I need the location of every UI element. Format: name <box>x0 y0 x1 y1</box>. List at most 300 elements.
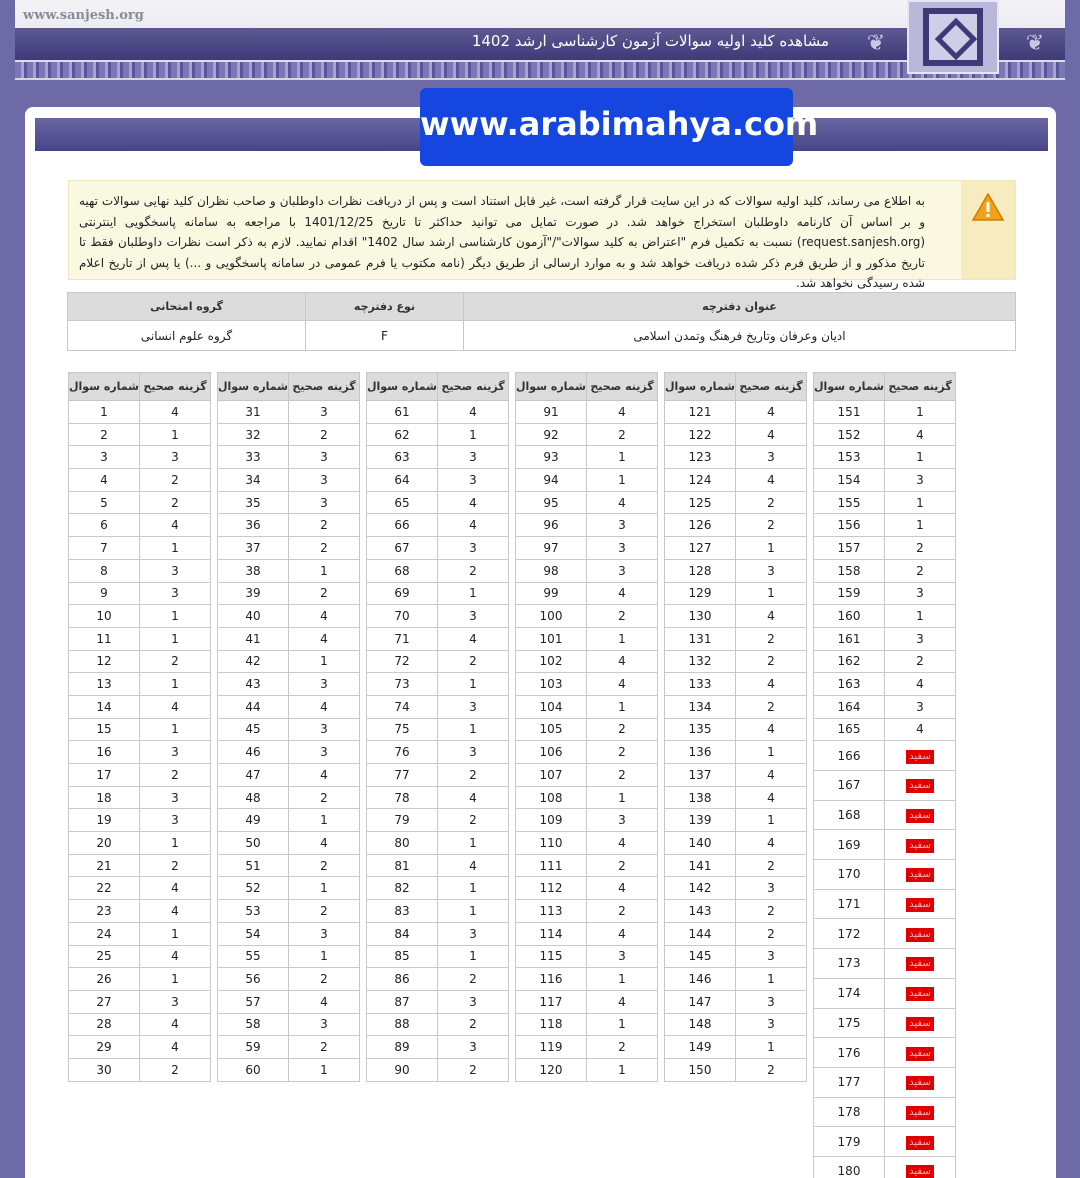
correct-answer: 3 <box>885 627 956 650</box>
question-number: 20 <box>69 832 140 855</box>
answer-row <box>516 900 658 923</box>
empty-answer-badge: سفید <box>906 1076 934 1090</box>
question-column-header: شماره سوال <box>218 373 289 401</box>
question-number: 10 <box>69 605 140 628</box>
answer-row <box>814 446 956 469</box>
correct-answer: 4 <box>289 605 360 628</box>
answer-row <box>218 491 360 514</box>
question-number: 103 <box>516 673 587 696</box>
question-number: 174 <box>814 978 885 1008</box>
correct-answer: 3 <box>438 446 509 469</box>
question-number: 104 <box>516 695 587 718</box>
correct-answer: 3 <box>289 718 360 741</box>
answer-row <box>218 605 360 628</box>
question-number: 160 <box>814 605 885 628</box>
answer-row <box>516 695 658 718</box>
answer-row <box>367 469 509 492</box>
correct-answer: 1 <box>885 491 956 514</box>
correct-answer: 1 <box>885 514 956 537</box>
answer-row <box>69 514 211 537</box>
answer-row <box>218 1058 360 1081</box>
answer-row <box>665 832 807 855</box>
question-number: 56 <box>218 968 289 991</box>
correct-answer: 3 <box>438 741 509 764</box>
correct-answer: 3 <box>438 990 509 1013</box>
answer-row <box>665 968 807 991</box>
question-number: 13 <box>69 673 140 696</box>
correct-answer <box>885 978 956 1008</box>
correct-answer: 2 <box>289 968 360 991</box>
question-number: 15 <box>69 718 140 741</box>
correct-answer: 2 <box>736 514 807 537</box>
answer-row <box>218 877 360 900</box>
answer-row <box>814 605 956 628</box>
correct-answer: 3 <box>289 446 360 469</box>
correct-answer: 1 <box>587 1058 658 1081</box>
correct-answer: 2 <box>736 491 807 514</box>
answer-row <box>69 582 211 605</box>
notice-icon-cell <box>961 181 1015 279</box>
correct-answer: 4 <box>289 990 360 1013</box>
question-number: 178 <box>814 1097 885 1127</box>
empty-answer-badge: سفید <box>906 1017 934 1031</box>
correct-answer: 2 <box>140 469 211 492</box>
question-number: 64 <box>367 469 438 492</box>
question-number: 142 <box>665 877 736 900</box>
question-column-header: شماره سوال <box>516 373 587 401</box>
answer-row <box>814 673 956 696</box>
answer-row <box>69 559 211 582</box>
question-number: 55 <box>218 945 289 968</box>
correct-answer: 1 <box>289 1058 360 1081</box>
question-number: 27 <box>69 990 140 1013</box>
answer-row <box>814 469 956 492</box>
answer-row <box>69 764 211 787</box>
answer-row <box>69 537 211 560</box>
correct-answer <box>885 800 956 830</box>
answer-row <box>367 1013 509 1036</box>
correct-answer: 2 <box>289 423 360 446</box>
question-number: 69 <box>367 582 438 605</box>
answer-row <box>814 1067 956 1097</box>
answer-row <box>218 968 360 991</box>
correct-answer: 3 <box>438 1036 509 1059</box>
empty-answer-badge: سفید <box>906 809 934 823</box>
correct-answer: 4 <box>438 627 509 650</box>
question-number: 84 <box>367 922 438 945</box>
correct-answer <box>885 860 956 890</box>
answer-row <box>367 922 509 945</box>
answer-row <box>218 582 360 605</box>
answer-column-header: گزینه صحیح <box>885 373 956 401</box>
answer-row <box>218 559 360 582</box>
correct-answer: 1 <box>587 469 658 492</box>
correct-answer: 3 <box>140 741 211 764</box>
answer-row <box>218 1036 360 1059</box>
correct-answer: 1 <box>438 877 509 900</box>
correct-answer: 3 <box>140 990 211 1013</box>
correct-answer: 1 <box>587 1013 658 1036</box>
question-number: 159 <box>814 582 885 605</box>
answer-row <box>516 446 658 469</box>
question-number: 87 <box>367 990 438 1013</box>
question-number: 49 <box>218 809 289 832</box>
answer-column-header: گزینه صحیح <box>438 373 509 401</box>
correct-answer: 1 <box>289 809 360 832</box>
empty-answer-badge: سفید <box>906 928 934 942</box>
question-number: 123 <box>665 446 736 469</box>
correct-answer: 4 <box>587 990 658 1013</box>
empty-answer-badge: سفید <box>906 839 934 853</box>
correct-answer: 2 <box>587 605 658 628</box>
question-number: 38 <box>218 559 289 582</box>
correct-answer: 1 <box>140 832 211 855</box>
correct-answer: 3 <box>885 469 956 492</box>
question-column-header: شماره سوال <box>665 373 736 401</box>
answer-row <box>218 786 360 809</box>
correct-answer: 1 <box>140 968 211 991</box>
answer-row <box>69 491 211 514</box>
question-number: 24 <box>69 922 140 945</box>
answer-row <box>665 809 807 832</box>
correct-answer: 3 <box>587 559 658 582</box>
question-number: 66 <box>367 514 438 537</box>
question-number: 145 <box>665 945 736 968</box>
correct-answer: 2 <box>289 786 360 809</box>
answer-row <box>516 945 658 968</box>
answer-row <box>218 990 360 1013</box>
answer-row <box>367 1058 509 1081</box>
question-number: 74 <box>367 695 438 718</box>
empty-answer-badge: سفید <box>906 987 934 1001</box>
answer-row <box>665 673 807 696</box>
correct-answer: 3 <box>289 401 360 424</box>
question-number: 4 <box>69 469 140 492</box>
answer-row <box>367 809 509 832</box>
question-number: 139 <box>665 809 736 832</box>
question-number: 71 <box>367 627 438 650</box>
question-number: 70 <box>367 605 438 628</box>
answer-row <box>516 809 658 832</box>
answer-row <box>69 695 211 718</box>
question-number: 144 <box>665 922 736 945</box>
question-number: 93 <box>516 446 587 469</box>
question-number: 166 <box>814 741 885 771</box>
correct-answer: 4 <box>587 832 658 855</box>
answer-row <box>665 1013 807 1036</box>
question-number: 137 <box>665 764 736 787</box>
question-number: 45 <box>218 718 289 741</box>
correct-answer: 2 <box>289 1036 360 1059</box>
answer-row <box>814 401 956 424</box>
question-number: 53 <box>218 900 289 923</box>
answer-row <box>516 582 658 605</box>
answer-row <box>516 1013 658 1036</box>
correct-answer <box>885 1067 956 1097</box>
correct-answer: 1 <box>438 582 509 605</box>
answer-row <box>367 718 509 741</box>
question-number: 23 <box>69 900 140 923</box>
question-number: 58 <box>218 1013 289 1036</box>
correct-answer: 2 <box>587 423 658 446</box>
answer-row <box>367 605 509 628</box>
answer-row <box>665 764 807 787</box>
answer-row <box>69 922 211 945</box>
question-number: 40 <box>218 605 289 628</box>
answer-row <box>814 771 956 801</box>
answer-row <box>516 877 658 900</box>
question-number: 94 <box>516 469 587 492</box>
question-number: 78 <box>367 786 438 809</box>
correct-answer: 3 <box>587 945 658 968</box>
answer-row <box>69 605 211 628</box>
correct-answer: 1 <box>140 423 211 446</box>
answer-row <box>218 718 360 741</box>
question-number: 150 <box>665 1058 736 1081</box>
answer-row <box>665 423 807 446</box>
question-number: 171 <box>814 889 885 919</box>
answer-row <box>516 605 658 628</box>
answer-row <box>516 718 658 741</box>
question-number: 172 <box>814 919 885 949</box>
question-number: 85 <box>367 945 438 968</box>
answer-row <box>367 627 509 650</box>
answer-column-header: گزینه صحیح <box>587 373 658 401</box>
question-number: 19 <box>69 809 140 832</box>
answer-row <box>814 889 956 919</box>
ornament-right-icon: ❦ <box>1025 31 1045 56</box>
answer-row <box>218 446 360 469</box>
answer-row <box>218 1013 360 1036</box>
logo-mark-icon <box>923 8 983 66</box>
question-number: 79 <box>367 809 438 832</box>
answer-row <box>69 446 211 469</box>
question-number: 26 <box>69 968 140 991</box>
page-title: مشاهده کلید اولیه سوالات آزمون کارشناسی ارشد 1402 <box>471 32 829 50</box>
correct-answer: 2 <box>140 764 211 787</box>
answer-row <box>814 1127 956 1157</box>
notice-box <box>68 180 1016 290</box>
answer-row <box>69 741 211 764</box>
answer-row <box>665 559 807 582</box>
answer-row <box>367 423 509 446</box>
correct-answer: 2 <box>438 1058 509 1081</box>
answer-row <box>69 469 211 492</box>
question-number: 180 <box>814 1156 885 1178</box>
question-number: 65 <box>367 491 438 514</box>
correct-answer: 4 <box>438 786 509 809</box>
empty-answer-badge: سفید <box>906 868 934 882</box>
answer-row <box>367 968 509 991</box>
correct-answer: 2 <box>438 650 509 673</box>
question-number: 88 <box>367 1013 438 1036</box>
question-number: 14 <box>69 695 140 718</box>
answer-row <box>367 854 509 877</box>
question-number: 35 <box>218 491 289 514</box>
question-number: 125 <box>665 491 736 514</box>
answer-table <box>68 372 211 1082</box>
question-number: 57 <box>218 990 289 1013</box>
question-number: 162 <box>814 650 885 673</box>
correct-answer: 3 <box>438 605 509 628</box>
question-number: 115 <box>516 945 587 968</box>
answer-table <box>217 372 360 1082</box>
correct-answer: 3 <box>736 1013 807 1036</box>
correct-answer: 3 <box>736 446 807 469</box>
correct-answer: 2 <box>140 491 211 514</box>
answer-row <box>665 854 807 877</box>
question-number: 154 <box>814 469 885 492</box>
answer-row <box>367 582 509 605</box>
answer-row <box>814 1097 956 1127</box>
correct-answer: 1 <box>736 537 807 560</box>
question-number: 50 <box>218 832 289 855</box>
correct-answer: 4 <box>438 514 509 537</box>
correct-answer: 1 <box>140 718 211 741</box>
correct-answer <box>885 1097 956 1127</box>
question-number: 61 <box>367 401 438 424</box>
question-number: 5 <box>69 491 140 514</box>
answer-row <box>814 741 956 771</box>
correct-answer: 1 <box>289 559 360 582</box>
answer-row <box>665 650 807 673</box>
question-number: 165 <box>814 718 885 741</box>
question-number: 152 <box>814 423 885 446</box>
answer-row <box>69 786 211 809</box>
answer-row <box>516 968 658 991</box>
correct-answer: 4 <box>140 877 211 900</box>
empty-answer-badge: سفید <box>906 1106 934 1120</box>
correct-answer <box>885 1008 956 1038</box>
question-number: 81 <box>367 854 438 877</box>
question-number: 46 <box>218 741 289 764</box>
correct-answer: 4 <box>885 673 956 696</box>
booklet-type-value: F <box>306 321 464 351</box>
question-number: 126 <box>665 514 736 537</box>
correct-answer: 1 <box>438 945 509 968</box>
answer-table <box>664 372 807 1082</box>
question-number: 25 <box>69 945 140 968</box>
booklet-info-table <box>67 292 1016 351</box>
question-number: 99 <box>516 582 587 605</box>
answer-row <box>218 741 360 764</box>
correct-answer: 2 <box>736 900 807 923</box>
answer-row <box>69 854 211 877</box>
question-number: 127 <box>665 537 736 560</box>
question-number: 155 <box>814 491 885 514</box>
question-number: 112 <box>516 877 587 900</box>
answer-row <box>814 1008 956 1038</box>
correct-answer: 1 <box>438 718 509 741</box>
question-number: 148 <box>665 1013 736 1036</box>
answer-row <box>367 832 509 855</box>
correct-answer: 4 <box>587 582 658 605</box>
booklet-title-value: ادیان وعرفان وتاریخ فرهنگ وتمدن اسلامی <box>464 321 1016 351</box>
correct-answer: 3 <box>438 922 509 945</box>
answer-row <box>665 627 807 650</box>
answer-row <box>367 900 509 923</box>
answer-row <box>516 491 658 514</box>
correct-answer: 2 <box>587 741 658 764</box>
question-number: 6 <box>69 514 140 537</box>
answer-row <box>814 800 956 830</box>
correct-answer: 1 <box>289 877 360 900</box>
question-number: 86 <box>367 968 438 991</box>
question-number: 176 <box>814 1038 885 1068</box>
correct-answer: 2 <box>736 1058 807 1081</box>
question-number: 136 <box>665 741 736 764</box>
question-number: 138 <box>665 786 736 809</box>
question-number: 107 <box>516 764 587 787</box>
correct-answer <box>885 919 956 949</box>
answer-row <box>218 900 360 923</box>
correct-answer: 2 <box>438 968 509 991</box>
question-number: 167 <box>814 771 885 801</box>
question-number: 147 <box>665 990 736 1013</box>
question-number: 2 <box>69 423 140 446</box>
question-number: 163 <box>814 673 885 696</box>
question-number: 59 <box>218 1036 289 1059</box>
correct-answer: 3 <box>289 491 360 514</box>
question-number: 31 <box>218 401 289 424</box>
question-number: 121 <box>665 401 736 424</box>
correct-answer: 3 <box>736 559 807 582</box>
question-column-header: شماره سوال <box>367 373 438 401</box>
correct-answer: 3 <box>289 673 360 696</box>
question-number: 83 <box>367 900 438 923</box>
correct-answer: 4 <box>289 627 360 650</box>
question-number: 11 <box>69 627 140 650</box>
question-number: 132 <box>665 650 736 673</box>
correct-answer: 4 <box>587 673 658 696</box>
question-number: 122 <box>665 423 736 446</box>
correct-answer: 1 <box>438 423 509 446</box>
correct-answer: 4 <box>736 764 807 787</box>
correct-answer: 2 <box>438 1013 509 1036</box>
correct-answer: 3 <box>289 922 360 945</box>
answer-row <box>218 537 360 560</box>
answer-row <box>69 673 211 696</box>
question-number: 29 <box>69 1036 140 1059</box>
question-number: 116 <box>516 968 587 991</box>
answer-row <box>69 627 211 650</box>
answer-row <box>69 1036 211 1059</box>
answer-row <box>814 718 956 741</box>
question-number: 118 <box>516 1013 587 1036</box>
answer-row <box>218 673 360 696</box>
empty-answer-badge: سفید <box>906 1136 934 1150</box>
answer-row <box>516 401 658 424</box>
answer-row <box>218 695 360 718</box>
answer-row <box>516 854 658 877</box>
answer-row <box>69 900 211 923</box>
correct-answer: 2 <box>885 559 956 582</box>
correct-answer: 2 <box>438 764 509 787</box>
question-number: 21 <box>69 854 140 877</box>
correct-answer: 1 <box>736 968 807 991</box>
question-number: 33 <box>218 446 289 469</box>
correct-answer: 4 <box>736 469 807 492</box>
answer-row <box>814 537 956 560</box>
sanjesh-logo[interactable] <box>907 0 999 74</box>
site-url[interactable]: www.sanjesh.org <box>23 8 144 23</box>
answer-row <box>814 559 956 582</box>
answer-row <box>516 764 658 787</box>
correct-answer: 2 <box>289 854 360 877</box>
answer-row <box>69 1058 211 1081</box>
answer-row <box>218 809 360 832</box>
question-number: 157 <box>814 537 885 560</box>
